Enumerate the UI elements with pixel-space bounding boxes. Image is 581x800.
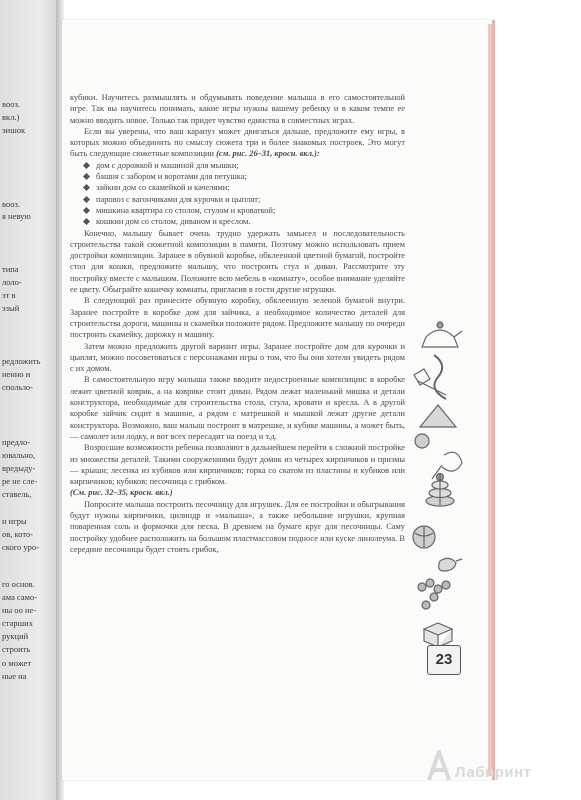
previous-page-edge	[0, 0, 58, 800]
list-item-text: дом с дорожкой и машиной для мышки;	[96, 160, 239, 170]
watermark-text: Лабиринт	[455, 764, 532, 781]
composition-list	[70, 160, 405, 228]
list-item-text: башня с забором и воротами для петушка;	[96, 172, 247, 182]
left-page-fragment: предло-	[2, 438, 31, 447]
cube-icon	[424, 623, 452, 645]
figure-reference: (См. рис. 32–35, кросн. вкл.)	[70, 488, 173, 498]
left-page-fragment: рукций	[2, 632, 29, 641]
left-page-fragment: ама само-	[2, 593, 38, 602]
left-page-fragment: старших	[2, 619, 33, 628]
left-page-fragment: я невую	[2, 212, 31, 221]
list-item	[84, 182, 405, 193]
paragraph-3: Конечно, малышу бывает очень трудно удержать замысел и последовательность строительства такой сюжетной композиции в памяти. Поэтому можно использовать прием достройки композиции. Заранее в обувной коробке, обклеенной цветной бумагой, постройте стол для кошки, предложите малышу, что построить стул и диван. Рассмотрите эту постройку вместе с малышом. Положите всю мебель в «комнату», особое внимание уделяйте ее цвету. Обыграйте кошечку комнаты, пригласив в гости другие игрушки.	[70, 228, 405, 295]
page-edge-stripe	[488, 24, 492, 776]
left-page-fragment: ского уро-	[2, 543, 39, 552]
left-page-fragment: эзый	[2, 304, 20, 313]
page-text-block	[70, 92, 405, 555]
labirint-watermark	[455, 764, 532, 781]
left-page-fragment: н игры	[2, 517, 27, 526]
left-page-fragment: спользо-	[2, 383, 33, 392]
toys-illustration	[404, 315, 476, 645]
list-item	[84, 171, 405, 182]
left-page-fragment: лоло-	[2, 278, 22, 287]
page-number: 23	[427, 645, 461, 675]
paragraph-7: Возросшие возможности ребенка позволяют в дальнейшем перейти к сложной постройке из множества деталей. Такими сооружениями будут домик из четырех кирпичиков и призмы — крыши; лесенка из кубиков или кирпичиков; горка со скатом из пластины и кубиков или кирпичиков; кубиков; песочница с грибком. (См. рис. 32–35, кросн. вкл.)	[70, 443, 405, 498]
list-item-text: мишкина квартира со столом, стулом и кроваткой;	[96, 205, 276, 215]
left-page-fragment: редложить	[2, 357, 41, 366]
figure-reference: (см. рис. 26–31, кросн. вкл.):	[216, 149, 320, 159]
left-page-fragment: ов, кото-	[2, 530, 34, 539]
list-item	[84, 160, 405, 171]
list-item-text: зайкин дом со скамейкой и качелями;	[96, 183, 230, 193]
left-page-fragment: эишок	[2, 126, 26, 135]
left-page-fragment: строить	[2, 645, 31, 654]
left-page-fragment: эт в	[2, 291, 16, 300]
left-page-fragment: вооз.	[2, 100, 20, 109]
list-item	[84, 205, 405, 216]
left-page-fragment: типа	[2, 265, 19, 274]
left-page-fragment: ны оо не-	[2, 606, 37, 615]
left-page-fragment: ювально,	[2, 451, 36, 460]
paragraph-5: Затем можно предложить другой вариант игры. Заранее постройте дом для курочки и цыплят, можно посоветоваться с персонажами игры о том, что бы они хотели увидеть рядом с их домом.	[70, 341, 405, 374]
left-page-fragment: о может	[2, 659, 32, 668]
list-item-text: паровоз с вагончиками для курочки и цыплят;	[96, 194, 261, 204]
list-item-text: кошкин дом со столом, диваном и креслом.	[96, 217, 251, 227]
bullet-diamond-icon	[83, 162, 90, 169]
list-item	[84, 216, 405, 227]
paragraph-2: Если вы уверены, что ваш карапуз может двигаться дальше, предложите ему игры, в которых можно объединить по смыслу сюжета три и более знакомых построек. Это могут быть следующие сюжетные композиции (см. рис. 26–31, кросн. вкл.):	[70, 126, 405, 159]
list-item	[84, 194, 405, 205]
left-page-fragment: вооз.	[2, 200, 20, 209]
left-page-fragment: вредыду-	[2, 464, 36, 473]
left-page-fragment: го основ.	[2, 580, 35, 589]
labirint-logo-icon	[425, 750, 453, 782]
left-page-fragment: вкл.)	[2, 113, 20, 122]
bullet-diamond-icon	[83, 218, 90, 225]
duck-icon	[439, 558, 462, 571]
left-page-fragment: ставель,	[2, 490, 32, 499]
beads-icon	[418, 583, 426, 591]
pyramid-icon	[420, 405, 456, 427]
paragraph-8: Попросите малыша построить песочницу для игрушек. Для ее постройки и обыгрывания будут нужны кирпичики, цилиндр и «малыша», а также небольшие игрушки, крупная поваренная соль и формочки для песка. В древнем на бумаге круг для песочницы. Саму постройку удобнее расположить на большом пластмассовом подносе или куске линолеума. В середине песочницы будет стоять грибок,	[70, 499, 405, 554]
bullet-diamond-icon	[83, 196, 90, 203]
paragraph-1: кубики. Научитесь размышлять и обдумывать поведение малыша в его самостоятельной игре. Так вы научитесь понимать, какие игры нужны вашему ребенку и в каком темпе ее можно вводить новое. Только так придет чувство единства в совместных играх.	[70, 93, 405, 125]
paragraph-6: В самостоятельную игру малыша также вводите недостроенные композиции: в коробке лежит цветной коврик, а на коврике стоит диван. Рядом лежат маленький мишка и детали конструктора, необходимые для строительства стола, стула, кровати и кресла. А в другой коробке зайчик сидит в машине, а рядом с матрешкой и мышкой лежат другие детали конструктора. Возможно, ваш малыш построит в матрешке, и кубике машины, а может быть, — самолет или лодку, и вот всех пересадит на поезд и т.д.	[70, 375, 405, 441]
paragraph-4: В следующий раз принесите обувную коробку, обклеенную зеленой бумагой внутри. Заранее постройте в коробке дом для зайчика, а необходимое количество деталей для строительства дороги, машины и скамейки положите рядом. Предложите малышу по очереди построить скамейку, дорожку и машину.	[70, 296, 405, 340]
bullet-diamond-icon	[83, 184, 90, 191]
bullet-diamond-icon	[83, 207, 90, 214]
teapot-icon	[422, 330, 462, 347]
bullet-diamond-icon	[83, 173, 90, 180]
left-page-fragment: ненно и	[2, 370, 31, 379]
left-page-fragment: ные на	[2, 672, 27, 681]
bell-icon	[415, 434, 429, 448]
left-page-fragment: ре не сле-	[2, 477, 38, 486]
